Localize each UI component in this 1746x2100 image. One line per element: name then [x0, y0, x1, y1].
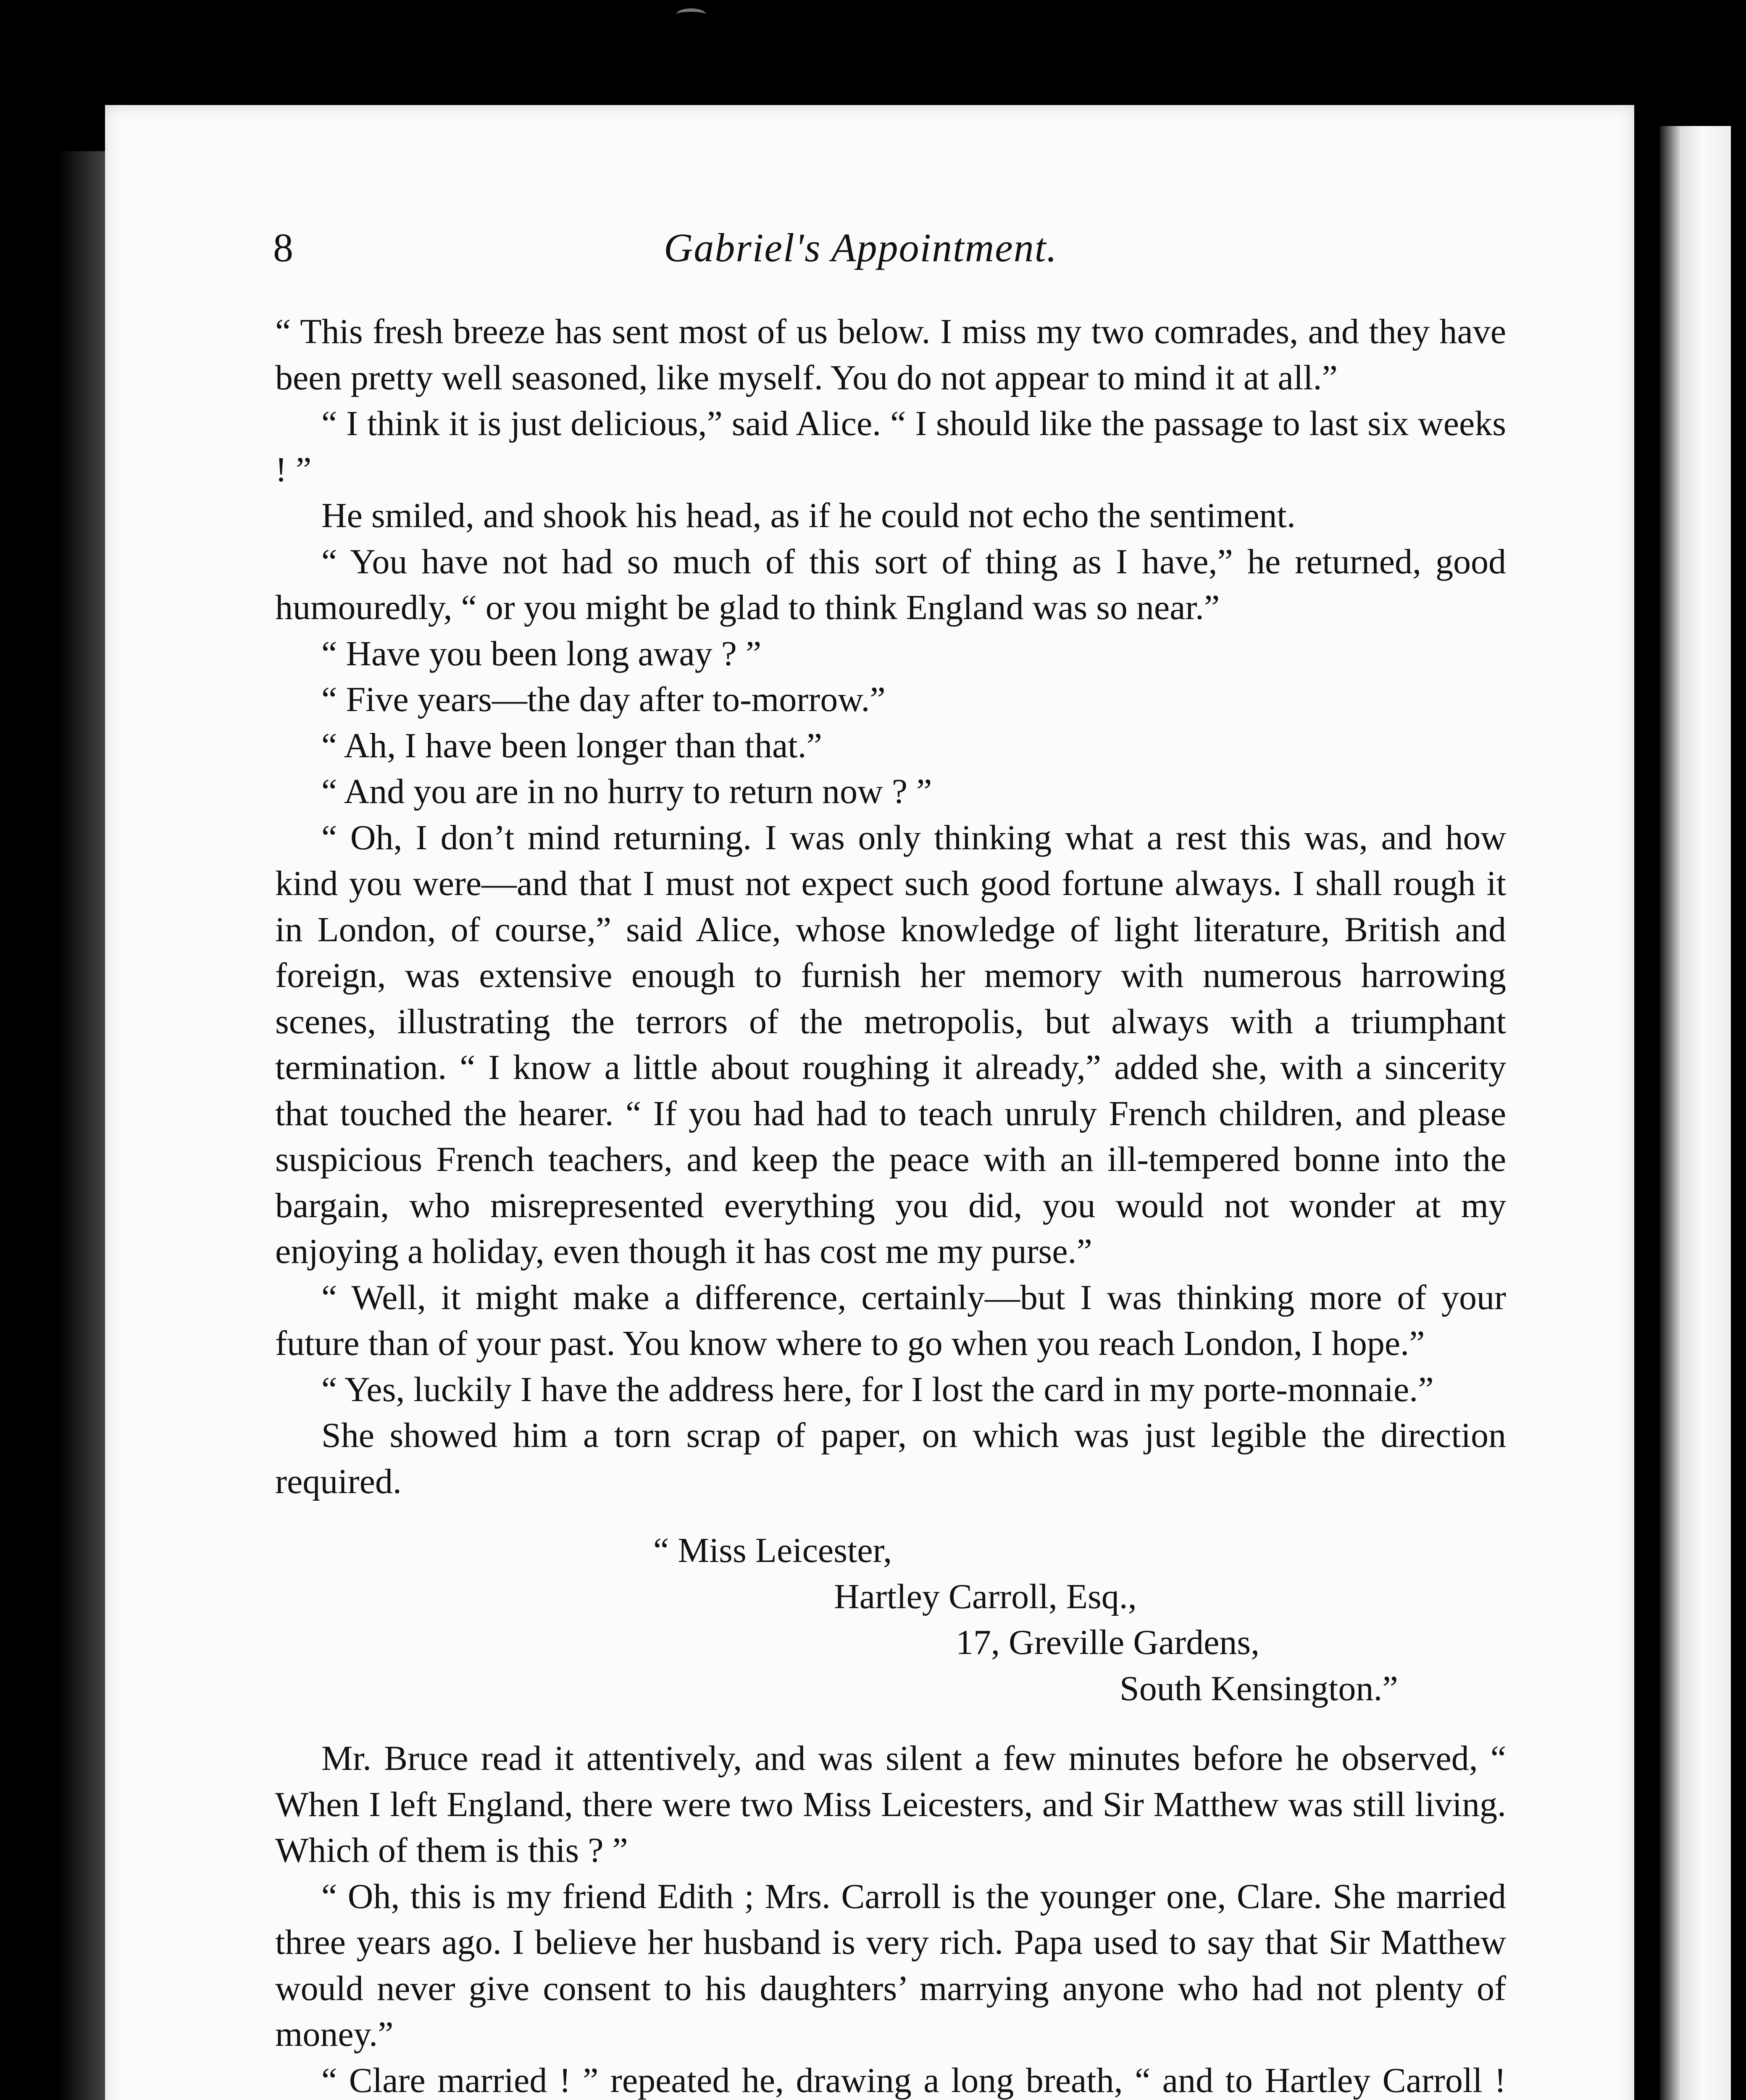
- paragraph: “ Oh, this is my friend Edith ; Mrs. Carroll is the younger one, Clare. She married three years ago. I believe her husband is very rich. Papa used to say that Sir Matthew would never give consent to his daughters’ marrying anyone who had not plenty of money.”: [275, 1877, 1506, 2054]
- paragraph: “ Oh, I don’t mind returning. I was only thinking what a rest this was, and how kind you were—and that I must not expect such good fortune always. I shall rough it in London, of course,” said Alice, whose knowledge of light literature, British and foreign, was extensive enough to furnish her memory with numerous harrowing scenes, illustrating the terrors of the metropolis, but always with a triumphant termination. “ I know a little about roughing it already,” added she, with a sincerity that touched the hearer. “ If you had had to teach unruly French children, and please suspicious French teachers, and keep the peace with an ill-tempered bonne into the bargain, who misrepresented everything you did, you would not wonder at my enjoying a holiday, even though it has cost me my purse.”: [275, 818, 1506, 1271]
- facing-page-edge: [1659, 126, 1731, 2100]
- book-spine-shadow: [59, 151, 105, 2100]
- paragraph: “ Five years—the day after to-morrow.”: [321, 680, 886, 719]
- page-header: [273, 218, 1512, 277]
- paragraph: “ I think it is just delicious,” said Alice. “ I should like the passage to last six weeks ! ”: [275, 404, 1506, 489]
- scan-mark: [676, 8, 706, 20]
- address-block: [275, 1528, 1506, 1712]
- address-line: 17, Greville Gardens,: [956, 1623, 1260, 1662]
- paragraph: “ Have you been long away ? ”: [321, 634, 762, 673]
- address-line: Hartley Carroll, Esq.,: [834, 1577, 1137, 1616]
- paragraph: “ This fresh breeze has sent most of us below. I miss my two comrades, and they have been pretty well seasoned, like myself. You do not appear to mind it at all.”: [275, 312, 1506, 397]
- paragraph: “ You have not had so much of this sort of thing as I have,” he returned, good humouredly, “ or you might be glad to think England was so near.”: [275, 542, 1506, 627]
- paragraph: He smiled, and shook his head, as if he could not echo the sentiment.: [321, 496, 1296, 535]
- paragraph: She showed him a torn scrap of paper, on which was just legible the direction required.: [275, 1416, 1506, 1501]
- paragraph: “ Clare married ! ” repeated he, drawing a long breath, “ and to Hartley Carroll !: [321, 2061, 1506, 2100]
- address-line: South Kensington.”: [1120, 1669, 1398, 1708]
- paragraph: “ Well, it might make a difference, certainly—but I was thinking more of your future than of your past. You know where to go when you reach London, I hope.”: [275, 1278, 1506, 1363]
- paragraph: Mr. Bruce read it attentively, and was silent a few minutes before he observed, “ When I left England, there were two Miss Leicesters, and Sir Matthew was still living. Which of them is this ? ”: [275, 1739, 1506, 1870]
- address-line: “ Miss Leicester,: [653, 1531, 892, 1570]
- paragraph: “ And you are in no hurry to return now ? ”: [321, 772, 932, 811]
- paragraph: “ Ah, I have been longer than that.”: [321, 726, 822, 765]
- page-number: 8: [273, 225, 293, 270]
- running-title: Gabriel's Appointment.: [664, 225, 1058, 270]
- paragraph: “ Yes, luckily I have the address here, for I lost the card in my porte-monnaie.”: [321, 1370, 1434, 1409]
- page-body: [275, 309, 1506, 2100]
